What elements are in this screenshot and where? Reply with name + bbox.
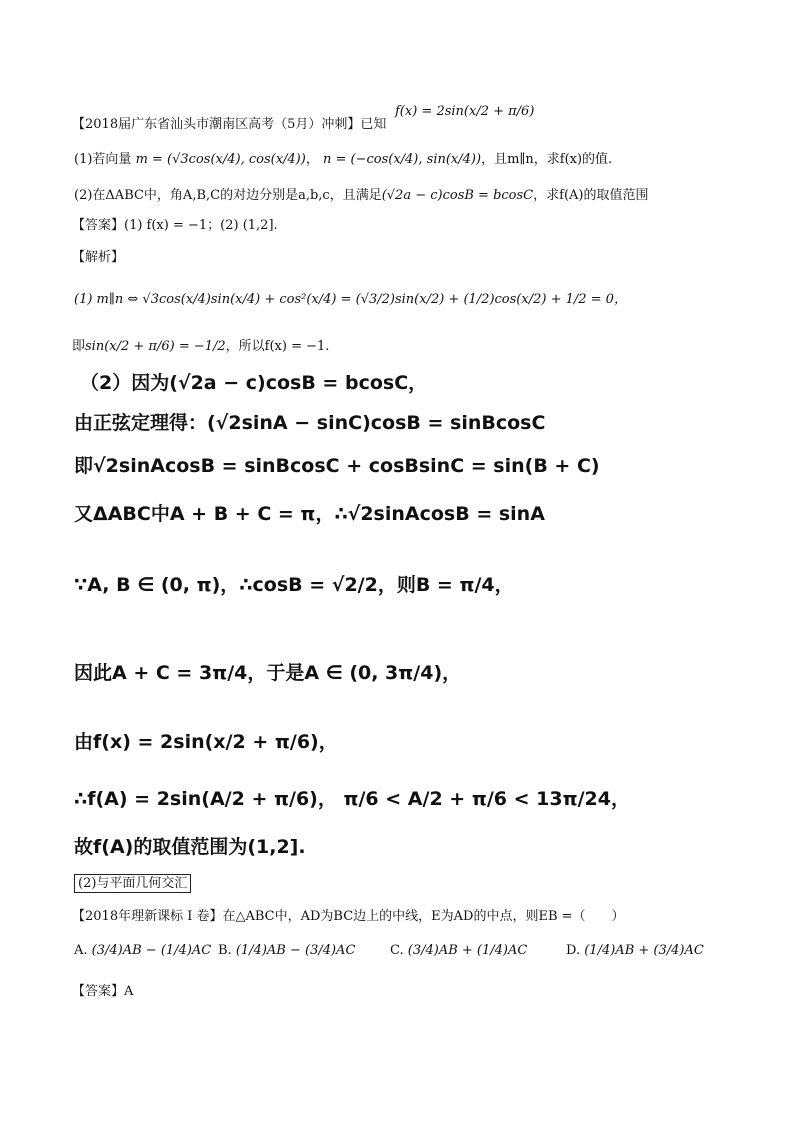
solution2-line: 因此A + C = 3π/4，于是A ∈ (0, 3π/4)，	[74, 662, 462, 684]
option-b: B. (1/4)AB − (3/4)AC	[218, 943, 356, 958]
problem1-answer: 【答案】(1) f(x) = −1；(2) (1,2].	[72, 218, 278, 233]
problem2-answer: 【答案】A	[72, 984, 134, 999]
problem1-source: 【2018届广东省汕头市潮南区高考（5月）冲刺】已知	[72, 117, 387, 132]
solution2-line: 故f(A)的取值范围为(1,2].	[74, 836, 306, 858]
solution2-line: （2）因为(√2a − c)cosB = bcosC，	[80, 372, 428, 394]
problem2-stem: 【2018年理新课标 I 卷】在△ABC中，AD为BC边上的中线，E为AD的中点，则EB =（ ）	[72, 909, 625, 924]
solution2-line: 由f(x) = 2sin(x/2 + π/6)，	[74, 731, 338, 753]
option-d: D. (1/4)AB + (3/4)AC	[566, 943, 704, 958]
solution1-line2: 即sin(x/2 + π/6) = −1/2，所以f(x) = −1.	[72, 339, 330, 354]
problem1-given-function: f(x) = 2sin(x/2 + π/6)	[395, 104, 535, 119]
option-a: A. (3/4)AB − (1/4)AC	[74, 943, 212, 958]
solution2-line: ∴f(A) = 2sin(A/2 + π/6)， π/6 < A/2 + π/6 < 13π/24，	[74, 788, 631, 810]
solution2-line: 即√2sinAcosB = sinBcosC + cosBsinC = sin(B + C)	[74, 455, 600, 477]
part2-statement: (2)在ΔABC中，角A,B,C的对边分别是a,b,c，且满足(√2a − c)cosB = bcosC，求f(A)的取值范围	[74, 188, 649, 203]
part1-statement: (1)若向量 m = (√3cos(x/4), cos(x/4))， n = (−cos(x/4), sin(x/4))，且m∥n，求f(x)的值.	[74, 152, 613, 167]
option-c: C. (3/4)AB + (1/4)AC	[390, 943, 528, 958]
section-heading-box: (2)与平面几何交汇	[74, 876, 191, 892]
solution2-line: 由正弦定理得：(√2sinA − sinC)cosB = sinBcosC	[74, 412, 546, 434]
solution2-line: 又ΔABC中A + B + C = π，∴√2sinAcosB = sinA	[74, 503, 545, 525]
solution2-line: ∵A, B ∈ (0, π)，∴cosB = √2/2，则B = π/4，	[74, 574, 514, 596]
analysis-label: 【解析】	[72, 250, 125, 265]
solution1-line1: (1) m∥n ⇔ √3cos(x/4)sin(x/4) + cos²(x/4) = (√3/2)sin(x/2) + (1/2)cos(x/2) + 1/2 = 0，	[74, 292, 627, 307]
